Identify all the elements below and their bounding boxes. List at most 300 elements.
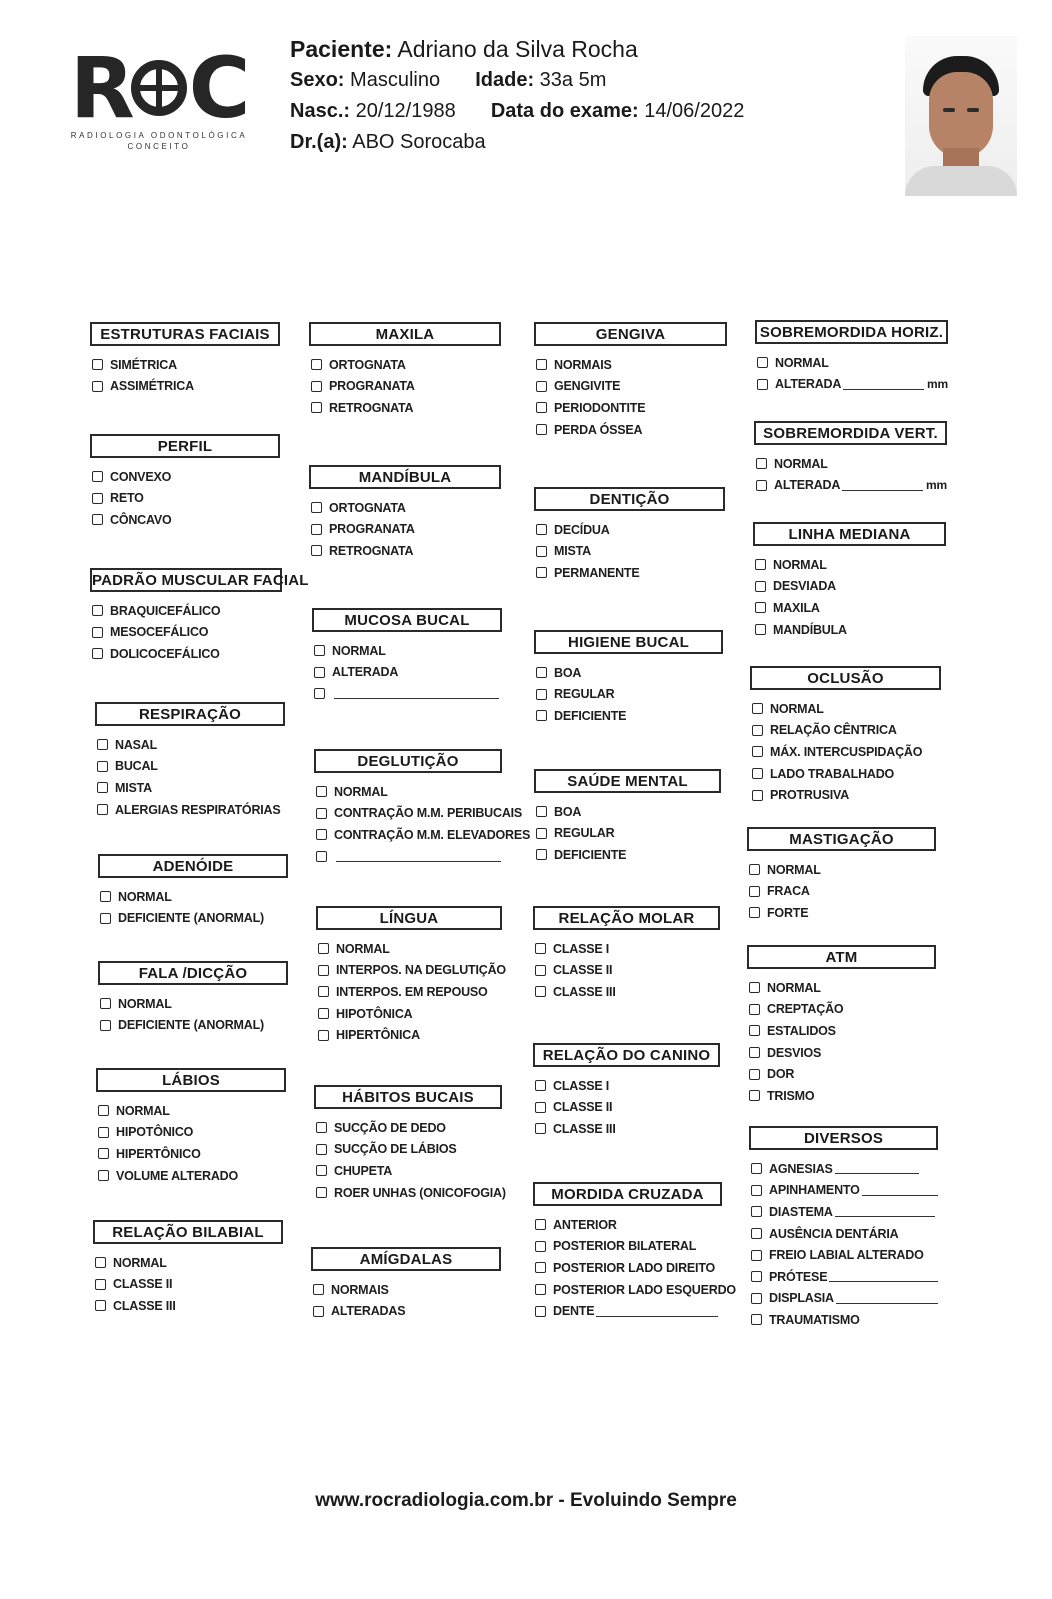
checkbox-option[interactable] xyxy=(755,554,946,576)
checkbox[interactable] xyxy=(535,1284,546,1295)
checkbox[interactable] xyxy=(749,1025,760,1036)
checkbox-option[interactable] xyxy=(536,823,721,845)
checkbox-label: AGNESIAS xyxy=(769,1161,833,1176)
section-saude-mental xyxy=(534,769,721,866)
checkbox[interactable] xyxy=(756,458,767,469)
checkbox-option[interactable] xyxy=(92,622,282,644)
section-title: SOBREMORDIDA VERT. xyxy=(754,421,947,445)
checkbox-option[interactable] xyxy=(92,466,280,488)
checkbox[interactable] xyxy=(100,891,111,902)
checkbox-label: DOLICOCEFÁLICO xyxy=(110,646,220,661)
checkbox-option[interactable] xyxy=(100,886,288,908)
checkbox-option[interactable] xyxy=(749,999,936,1021)
checkbox-option[interactable] xyxy=(752,720,941,742)
checkbox-list xyxy=(750,698,941,806)
checkbox-option[interactable] xyxy=(97,799,285,821)
checkbox[interactable] xyxy=(311,502,322,513)
checkbox[interactable] xyxy=(751,1206,762,1217)
checkbox-label: ALTERADA xyxy=(774,478,841,493)
checkbox-list xyxy=(98,993,288,1036)
checkbox-option[interactable] xyxy=(749,859,936,881)
checkbox-label: CLASSE I xyxy=(553,1078,610,1093)
checkbox-option[interactable] xyxy=(316,824,531,846)
checkbox-option[interactable] xyxy=(536,662,723,684)
checkbox-option[interactable] xyxy=(95,1252,283,1274)
checkbox-label: DEFICIENTE (ANORMAL) xyxy=(118,911,264,926)
checkbox[interactable] xyxy=(535,943,546,954)
checkbox[interactable] xyxy=(98,1127,109,1138)
checkbox[interactable] xyxy=(755,624,766,635)
checkbox[interactable] xyxy=(314,688,325,699)
checkbox[interactable] xyxy=(751,1250,762,1261)
checkbox-option[interactable] xyxy=(318,981,502,1003)
section-atm xyxy=(747,945,936,1107)
checkbox[interactable] xyxy=(316,1144,327,1155)
checkbox-option[interactable] xyxy=(757,352,948,374)
checkbox-list xyxy=(98,886,288,929)
checkbox[interactable] xyxy=(313,1306,324,1317)
checkbox-option[interactable] xyxy=(313,1279,501,1301)
section-title: FALA /DICÇÃO xyxy=(98,961,288,985)
checkbox-option[interactable] xyxy=(536,397,727,419)
checkbox-option[interactable] xyxy=(536,705,723,727)
checkbox[interactable] xyxy=(535,1219,546,1230)
section-labios xyxy=(96,1068,286,1186)
checkbox[interactable] xyxy=(749,982,760,993)
checkbox-label: PROGRANATA xyxy=(329,379,415,394)
write-in-field[interactable] xyxy=(836,1293,938,1304)
checkbox-option[interactable] xyxy=(535,1075,720,1097)
checkbox[interactable] xyxy=(316,1165,327,1176)
checkbox-label: RETROGNATA xyxy=(329,400,414,415)
checkbox[interactable] xyxy=(100,998,111,1009)
checkbox[interactable] xyxy=(535,1306,546,1317)
checkbox-option[interactable] xyxy=(95,1295,283,1317)
checkbox-option[interactable] xyxy=(92,376,280,398)
logo-subtitle: RADIOLOGIA ODONTOLÓGICA CONCEITO xyxy=(70,131,248,151)
write-in-field[interactable] xyxy=(843,379,924,390)
section-relacao-bilabial xyxy=(93,1220,283,1317)
checkbox-label: FRACA xyxy=(767,884,810,899)
section-title: ADENÓIDE xyxy=(98,854,288,878)
checkbox[interactable] xyxy=(536,849,547,860)
checkbox-list xyxy=(95,734,285,820)
checkbox-option[interactable] xyxy=(751,1309,938,1331)
section-gengiva xyxy=(534,322,727,440)
checkbox[interactable] xyxy=(752,768,763,779)
checkbox[interactable] xyxy=(95,1279,106,1290)
checkbox-option[interactable] xyxy=(749,1063,936,1085)
checkbox-label: DENTE xyxy=(553,1304,595,1319)
checkbox-label: INTERPOS. NA DEGLUTIÇÃO xyxy=(336,963,506,978)
checkbox-option[interactable] xyxy=(100,1015,288,1037)
checkbox[interactable] xyxy=(749,907,760,918)
checkbox[interactable] xyxy=(755,602,766,613)
checkbox-list xyxy=(311,1279,501,1322)
checkbox-option[interactable] xyxy=(92,509,280,531)
checkbox[interactable] xyxy=(316,1122,327,1133)
checkbox-label: NORMAL xyxy=(118,996,172,1011)
checkbox-option[interactable] xyxy=(313,1301,501,1323)
checkbox-option[interactable] xyxy=(752,763,941,785)
section-mastigacao xyxy=(747,827,936,924)
checkbox-option[interactable] xyxy=(752,741,941,763)
checkbox[interactable] xyxy=(749,864,760,875)
checkbox[interactable] xyxy=(318,1008,329,1019)
checkbox-list xyxy=(90,354,280,397)
checkbox-option[interactable] xyxy=(751,1266,938,1288)
checkbox[interactable] xyxy=(92,493,103,504)
checkbox-label: NORMAL xyxy=(770,701,824,716)
checkbox-list xyxy=(534,662,723,727)
checkbox-option[interactable] xyxy=(100,908,288,930)
checkbox-option[interactable] xyxy=(749,977,936,999)
write-in-field[interactable] xyxy=(336,851,501,862)
checkbox-list xyxy=(747,977,936,1107)
checkbox[interactable] xyxy=(98,1170,109,1181)
checkbox[interactable] xyxy=(536,359,547,370)
checkbox-option[interactable] xyxy=(98,1100,286,1122)
birth-date: 20/12/1988 xyxy=(355,100,456,122)
checkbox-option[interactable] xyxy=(751,1288,938,1310)
section-title: SAÚDE MENTAL xyxy=(534,769,721,793)
checkbox-option[interactable] xyxy=(751,1180,938,1202)
section-perfil xyxy=(90,434,280,531)
age-value: 33a 5m xyxy=(539,69,607,91)
section-title: DIVERSOS xyxy=(749,1126,938,1150)
checkbox-option[interactable] xyxy=(749,1042,936,1064)
checkbox-option[interactable] xyxy=(535,960,720,982)
checkbox-option[interactable] xyxy=(316,1117,502,1139)
checkbox-option[interactable] xyxy=(536,354,727,376)
checkbox[interactable] xyxy=(535,1123,546,1134)
checkbox[interactable] xyxy=(751,1163,762,1174)
checkbox-option[interactable] xyxy=(749,881,936,903)
checkbox-option[interactable] xyxy=(98,1165,286,1187)
checkbox-label: DESVIADA xyxy=(773,579,836,594)
checkbox-option[interactable] xyxy=(318,960,506,982)
checkbox-option[interactable] xyxy=(100,993,288,1015)
checkbox-option[interactable] xyxy=(751,1201,938,1223)
checkbox-label: BOA xyxy=(554,665,582,680)
checkbox[interactable] xyxy=(751,1271,762,1282)
checkbox-option[interactable] xyxy=(756,453,947,475)
checkbox-option[interactable] xyxy=(535,1257,722,1279)
checkbox-option[interactable] xyxy=(757,374,948,396)
section-title: DEGLUTIÇÃO xyxy=(314,749,502,773)
checkbox-option[interactable] xyxy=(756,475,947,497)
checkbox-option[interactable] xyxy=(755,619,946,641)
write-in-field[interactable] xyxy=(829,1271,938,1282)
section-title: GENGIVA xyxy=(534,322,727,346)
checkbox[interactable] xyxy=(100,913,111,924)
checkbox[interactable] xyxy=(95,1257,106,1268)
checkbox[interactable] xyxy=(97,804,108,815)
checkbox[interactable] xyxy=(92,627,103,638)
checkbox-list xyxy=(314,781,531,867)
checkbox[interactable] xyxy=(755,559,766,570)
checkbox[interactable] xyxy=(536,710,547,721)
checkbox[interactable] xyxy=(752,703,763,714)
checkbox-option[interactable] xyxy=(535,1118,720,1140)
checkbox-label: SIMÉTRICA xyxy=(110,357,177,372)
checkbox-list xyxy=(309,497,501,562)
checkbox-option[interactable] xyxy=(311,397,501,419)
checkbox-label: MISTA xyxy=(115,780,152,795)
checkbox[interactable] xyxy=(536,546,547,557)
checkbox[interactable] xyxy=(313,1284,324,1295)
patient-name-row: Paciente: Adriano da Silva Rocha xyxy=(290,36,638,62)
checkbox[interactable] xyxy=(751,1293,762,1304)
checkbox-label: NORMAL xyxy=(113,1255,167,1270)
write-in-field[interactable] xyxy=(862,1185,938,1196)
checkbox-option[interactable] xyxy=(535,1214,722,1236)
checkbox[interactable] xyxy=(751,1228,762,1239)
checkbox[interactable] xyxy=(535,986,546,997)
checkbox-label: NORMAL xyxy=(767,980,821,995)
section-title: ESTRUTURAS FACIAIS xyxy=(90,322,280,346)
checkbox-option[interactable] xyxy=(535,981,720,1003)
checkbox-option[interactable] xyxy=(535,1097,720,1119)
checkbox[interactable] xyxy=(92,605,103,616)
checkbox[interactable] xyxy=(756,480,767,491)
checkbox[interactable] xyxy=(751,1185,762,1196)
checkbox[interactable] xyxy=(536,689,547,700)
write-in-field[interactable] xyxy=(835,1163,919,1174)
checkbox-label: AUSÊNCIA DENTÁRIA xyxy=(769,1226,899,1241)
checkbox-option[interactable] xyxy=(749,902,936,924)
checkbox-list xyxy=(534,354,727,440)
checkbox[interactable] xyxy=(749,1069,760,1080)
checkbox-option[interactable] xyxy=(318,938,502,960)
checkbox-list xyxy=(314,1117,506,1203)
checkbox-label: MAXILA xyxy=(773,600,820,615)
checkbox-option[interactable] xyxy=(314,640,502,662)
checkbox[interactable] xyxy=(535,1102,546,1113)
checkbox-label: CHUPETA xyxy=(334,1163,393,1178)
checkbox[interactable] xyxy=(535,965,546,976)
checkbox-option[interactable] xyxy=(314,662,502,684)
sex-value: Masculino xyxy=(350,69,441,91)
checkbox[interactable] xyxy=(92,471,103,482)
checkbox[interactable] xyxy=(318,965,329,976)
write-in-field[interactable] xyxy=(596,1306,718,1317)
section-title: LINHA MEDIANA xyxy=(753,522,946,546)
checkbox[interactable] xyxy=(100,1020,111,1031)
checkbox-label: HIPOTÔNICA xyxy=(336,1006,413,1021)
checkbox[interactable] xyxy=(757,357,768,368)
checkbox-option[interactable] xyxy=(536,376,727,398)
checkbox-option[interactable] xyxy=(316,781,502,803)
checkbox[interactable] xyxy=(749,1047,760,1058)
checkbox[interactable] xyxy=(749,1004,760,1015)
checkbox[interactable] xyxy=(536,567,547,578)
checkbox-list xyxy=(90,600,282,665)
checkbox[interactable] xyxy=(749,1090,760,1101)
checkbox[interactable] xyxy=(752,725,763,736)
checkbox[interactable] xyxy=(92,359,103,370)
checkbox-option[interactable] xyxy=(311,497,501,519)
section-sobremordida-horiz xyxy=(755,320,948,395)
checkbox-label: ROER UNHAS (ONICOFOGIA) xyxy=(334,1185,506,1200)
checkbox-label: TRAUMATISMO xyxy=(769,1312,860,1327)
checkbox-option[interactable] xyxy=(751,1244,938,1266)
section-title: ATM xyxy=(747,945,936,969)
checkbox[interactable] xyxy=(92,514,103,525)
checkbox-option[interactable] xyxy=(749,1085,936,1107)
checkbox[interactable] xyxy=(311,402,322,413)
checkbox[interactable] xyxy=(536,524,547,535)
checkbox[interactable] xyxy=(535,1241,546,1252)
checkbox-option[interactable] xyxy=(536,844,721,866)
section-mordida-cruzada xyxy=(533,1182,736,1322)
section-estruturas-faciais xyxy=(90,322,280,397)
checkbox-label: CLASSE II xyxy=(113,1277,173,1292)
section-relacao-molar xyxy=(533,906,720,1003)
checkbox-label: CONTRAÇÃO M.M. ELEVADORES xyxy=(334,827,531,842)
checkbox[interactable] xyxy=(757,379,768,390)
checkbox-option[interactable] xyxy=(749,1020,936,1042)
checkbox-option[interactable] xyxy=(751,1223,938,1245)
checkbox[interactable] xyxy=(316,1187,327,1198)
checkbox-option[interactable] xyxy=(92,643,282,665)
checkbox-option[interactable] xyxy=(92,488,280,510)
checkbox-option[interactable] xyxy=(97,777,285,799)
checkbox-option[interactable] xyxy=(98,1143,286,1165)
checkbox-label: HIPERTÔNICA xyxy=(336,1028,420,1043)
checkbox[interactable] xyxy=(536,828,547,839)
checkbox-option[interactable] xyxy=(536,419,727,441)
checkbox[interactable] xyxy=(755,581,766,592)
checkbox[interactable] xyxy=(536,667,547,678)
dates-row: Nasc.: 20/12/1988 Data do exame: 14/06/2022 xyxy=(290,100,745,122)
checkbox-list xyxy=(96,1100,286,1186)
checkbox-label: BOA xyxy=(554,804,582,819)
section-mandibula xyxy=(309,465,501,562)
checkbox[interactable] xyxy=(97,782,108,793)
checkbox-option[interactable] xyxy=(535,938,720,960)
checkbox[interactable] xyxy=(751,1314,762,1325)
checkbox[interactable] xyxy=(752,790,763,801)
checkbox[interactable] xyxy=(316,808,327,819)
section-title: AMÍGDALAS xyxy=(311,1247,501,1271)
checkbox[interactable] xyxy=(98,1105,109,1116)
checkbox[interactable] xyxy=(535,1080,546,1091)
checkbox[interactable] xyxy=(314,667,325,678)
checkbox[interactable] xyxy=(95,1300,106,1311)
checkbox[interactable] xyxy=(92,648,103,659)
checkbox-option[interactable] xyxy=(755,597,946,619)
checkbox-list xyxy=(533,938,720,1003)
checkbox-option[interactable] xyxy=(536,801,721,823)
checkbox[interactable] xyxy=(536,402,547,413)
checkbox[interactable] xyxy=(316,786,327,797)
checkbox[interactable] xyxy=(318,1030,329,1041)
checkbox-option[interactable] xyxy=(536,519,725,541)
checkbox-option[interactable] xyxy=(316,803,523,825)
logo-mark: R C xyxy=(70,39,245,137)
checkbox[interactable] xyxy=(311,524,322,535)
checkbox-label: NORMAL xyxy=(332,643,386,658)
checkbox-option[interactable] xyxy=(98,1122,286,1144)
checkbox-option[interactable] xyxy=(535,1300,722,1322)
checkbox-option[interactable] xyxy=(97,734,285,756)
checkbox[interactable] xyxy=(311,359,322,370)
checkbox[interactable] xyxy=(316,829,327,840)
checkbox[interactable] xyxy=(536,381,547,392)
checkbox-label: MÁX. INTERCUSPIDAÇÃO xyxy=(770,744,923,759)
checkbox-label: NORMAL xyxy=(116,1103,170,1118)
checkbox-option[interactable] xyxy=(314,683,502,705)
checkbox-label: HIPERTÔNICO xyxy=(116,1146,201,1161)
checkbox-option[interactable] xyxy=(311,376,501,398)
checkbox[interactable] xyxy=(311,381,322,392)
checkbox[interactable] xyxy=(314,645,325,656)
checkbox[interactable] xyxy=(311,545,322,556)
checkbox[interactable] xyxy=(98,1148,109,1159)
checkbox[interactable] xyxy=(318,943,329,954)
checkbox-label: ALTERADA xyxy=(775,377,842,392)
section-title: HIGIENE BUCAL xyxy=(534,630,723,654)
checkbox-option[interactable] xyxy=(92,600,282,622)
checkbox[interactable] xyxy=(752,746,763,757)
write-in-field[interactable] xyxy=(835,1206,935,1217)
checkbox-option[interactable] xyxy=(751,1158,938,1180)
checkbox[interactable] xyxy=(318,986,329,997)
checkbox-option[interactable] xyxy=(311,354,501,376)
patient-name: Adriano da Silva Rocha xyxy=(397,36,638,62)
section-title: RESPIRAÇÃO xyxy=(95,702,285,726)
checkbox-option[interactable] xyxy=(316,846,502,868)
checkbox[interactable] xyxy=(749,886,760,897)
checkbox-option[interactable] xyxy=(97,756,285,778)
section-denticao xyxy=(534,487,725,584)
checkbox-label: ANTERIOR xyxy=(553,1217,617,1232)
checkbox-option[interactable] xyxy=(316,1182,506,1204)
write-in-field[interactable] xyxy=(842,480,923,491)
section-higiene xyxy=(534,630,723,727)
checkbox[interactable] xyxy=(536,806,547,817)
checkbox-option[interactable] xyxy=(318,1003,502,1025)
checkbox-option[interactable] xyxy=(752,784,941,806)
checkbox-option[interactable] xyxy=(535,1236,722,1258)
checkbox-option[interactable] xyxy=(92,354,280,376)
checkbox-label: SUCÇÃO DE LÁBIOS xyxy=(334,1142,457,1157)
checkbox-option[interactable] xyxy=(536,562,725,584)
checkbox-option[interactable] xyxy=(535,1279,736,1301)
checkbox-label: VOLUME ALTERADO xyxy=(116,1168,238,1183)
checkbox-option[interactable] xyxy=(311,540,501,562)
checkbox-option[interactable] xyxy=(752,698,941,720)
write-in-field[interactable] xyxy=(334,688,499,699)
checkbox[interactable] xyxy=(97,761,108,772)
checkbox-option[interactable] xyxy=(316,1160,502,1182)
checkbox[interactable] xyxy=(536,424,547,435)
checkbox-option[interactable] xyxy=(536,684,723,706)
checkbox[interactable] xyxy=(535,1262,546,1273)
checkbox[interactable] xyxy=(97,739,108,750)
checkbox-option[interactable] xyxy=(536,541,725,563)
checkbox-option[interactable] xyxy=(316,1139,502,1161)
section-padrao-muscular xyxy=(90,568,309,665)
checkbox[interactable] xyxy=(316,851,327,862)
checkbox[interactable] xyxy=(92,381,103,392)
checkbox-option[interactable] xyxy=(755,576,946,598)
checkbox-option[interactable] xyxy=(318,1024,502,1046)
checkbox-option[interactable] xyxy=(95,1274,283,1296)
checkbox-option[interactable] xyxy=(311,519,501,541)
checkbox-label: POSTERIOR LADO DIREITO xyxy=(553,1260,716,1275)
